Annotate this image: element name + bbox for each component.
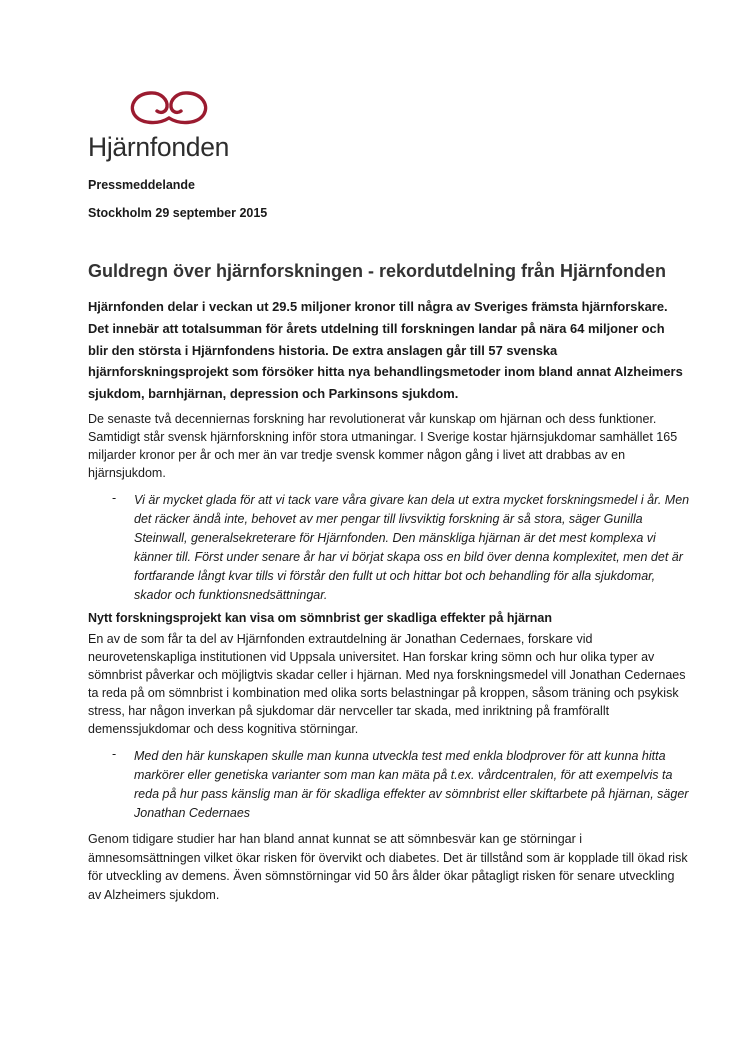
quote-text: Med den här kunskapen skulle man kunna utveckla test med enkla blodprover för att kunna hitta markörer eller genetiska varianter som man kan mäta på t.ex. vårdcentralen, för att exempelvis ta reda på hur pass känslig man är för skadliga effekter av sömnbrist eller skiftarbete på hjärnan, säger Jonathan Cedernaes: [134, 749, 689, 821]
body-paragraph-2: [88, 630, 688, 739]
lead-text: Hjärnfonden delar i veckan ut 29.5 miljoner kronor till några av Sveriges främsta hjärnforskare. Det innebär att totalsumman för årets utdelning till forskningen landar på nära 64 miljoner och blir den största i Hjärnfondens historia. De extra anslagen går till 57 svenska hjärnforskningsprojekt som försöker hitta nya behandlingsmetoder inom bland annat Alzheimers sjukdom, barnhjärnan, depression och Parkinsons sjukdom.: [88, 299, 683, 402]
document-type: Pressmeddelande: [88, 178, 195, 192]
bullet-dash: -: [112, 747, 117, 761]
paragraph-text: Genom tidigare studier har han bland annat kunnat se att sömnbesvär kan ge störningar i ämnesomsättningen vilket ökar risken för övervikt och diabetes. Det är tillstånd som är kopplade till ökad risk för utveckling av demens. Även sömnstörningar vid 50 års ålder ökar påtagligt risken för senare utveckling av Alzheimers sjukdom.: [88, 832, 688, 902]
paragraph-text: De senaste två decenniernas forskning har revolutionerat vår kunskap om hjärnan och dess funktioner. Samtidigt står svensk hjärnforskning inför stora utmaningar. I Sverige kostar hjärnsjukdomar samhället 165 miljarder kronor per år och mer än var tredje svensk kommer någon gång i livet att drabbas av en hjärnsjukdom.: [88, 412, 678, 481]
logo-wordmark: Hjärnfonden: [88, 132, 230, 162]
brain-swirl-icon: [128, 88, 210, 130]
body-paragraph-1: [88, 410, 688, 482]
hjarnfonden-logo: [88, 88, 248, 168]
lead-paragraph: [88, 296, 688, 405]
paragraph-text: En av de som får ta del av Hjärnfonden extrautdelning är Jonathan Cedernaes, forskare vid neurovetenskapliga institutionen vid Uppsala universitet. Han forskar kring sömn och hur olika typer av sömnbrist påverkar och möjligtvis skadar celler i hjärnan. Med nya forskningsmedel vill Jonathan Cedernaes ta reda på om sömnbrist i kombination med olika sorts belastningar på kroppen, såsom träning och psykisk stress, har någon inverkan på sjukdomar där nervceller tar skada, med inriktning på framförallt demenssjukdomar och dess kognitiva störningar.: [88, 632, 686, 737]
quote-text: Vi är mycket glada för att vi tack vare våra givare kan dela ut extra mycket forskningsmedel i år. Men det räcker ändå inte, behovet av mer pengar till livsviktig forskning är så stora, säger Gunilla Steinwall, generalsekreterare för Hjärnfonden. Den mänskliga hjärnan är det mest komplexa vi känner till. Först under senare år har vi börjat skapa oss en bild över denna komplexitet, men det är fortfarande långt kvar tills vi förstår den fullt ut och hittar bot och behandling för alla sjukdomar, skador och funktionsnedsättningar.: [134, 493, 690, 603]
article-title: Guldregn över hjärnforskningen - rekordutdelning från Hjärnfonden: [88, 261, 667, 281]
dateline: Stockholm 29 september 2015: [88, 206, 268, 220]
body-paragraph-3: [88, 830, 688, 904]
section-subheading: Nytt forskningsprojekt kan visa om sömnbrist ger skadliga effekter på hjärnan: [88, 611, 553, 625]
bullet-dash: -: [112, 491, 117, 505]
